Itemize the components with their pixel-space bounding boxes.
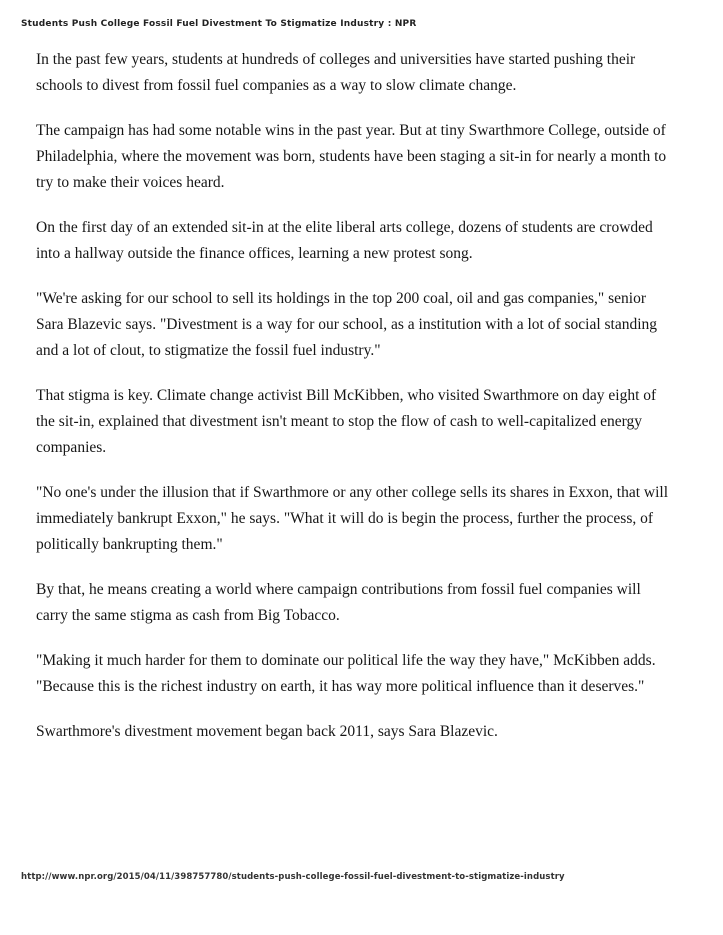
article-paragraph: "Making it much harder for them to dominate our political life the way they have," McKibben adds. "Because this is the richest industry on earth, it has way more political influence than it deserves." [36, 652, 656, 695]
print-header-title: Students Push College Fossil Fuel Divestment To Stigmatize Industry : NPR [21, 19, 417, 29]
article-paragraph: Swarthmore's divestment movement began back 2011, says Sara Blazevic. [36, 723, 498, 740]
article-paragraph: On the first day of an extended sit-in at the elite liberal arts college, dozens of students are crowded into a hallway outside the finance offices, learning a new protest song. [36, 219, 653, 262]
article-paragraph: In the past few years, students at hundreds of colleges and universities have started pushing their schools to divest from fossil fuel companies as a way to slow climate change. [36, 51, 636, 94]
article-paragraph: "No one's under the illusion that if Swarthmore or any other college sells its shares in Exxon, that will immediately bankrupt Exxon," he says. "What it will do is begin the process, further the process, of politically bankrupting them." [36, 484, 669, 553]
article-paragraph: The campaign has had some notable wins in the past year. But at tiny Swarthmore College, outside of Philadelphia, where the movement was born, students have been staging a sit-in for nearly a month to try to make their voices heard. [36, 122, 667, 191]
article-paragraph: "We're asking for our school to sell its holdings in the top 200 coal, oil and gas companies," senior Sara Blazevic says. "Divestment is a way for our school, as a institution with a lot of social standing and a lot of clout, to stigmatize the fossil fuel industry." [36, 290, 658, 359]
article-paragraph: That stigma is key. Climate change activist Bill McKibben, who visited Swarthmore on day eight of the sit-in, explained that divestment isn't meant to stop the flow of cash to well-capitalized energy companies. [36, 387, 657, 456]
article-paragraph: By that, he means creating a world where campaign contributions from fossil fuel companies will carry the same stigma as cash from Big Tobacco. [36, 581, 641, 624]
article-body [36, 47, 668, 764]
print-footer-url: http://www.npr.org/2015/04/11/398757780/students-push-college-fossil-fuel-divestment-to-stigmatize-industry [21, 872, 565, 882]
